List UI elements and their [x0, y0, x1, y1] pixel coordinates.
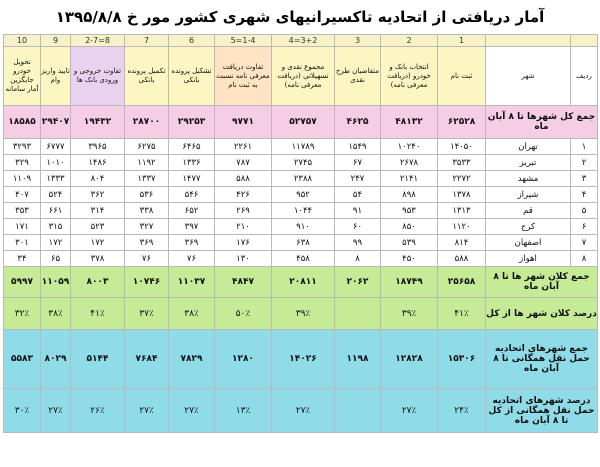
- table-cell: ۷۶: [169, 251, 215, 267]
- metro-total-row: [4, 267, 598, 298]
- table-row: [4, 171, 598, 187]
- header-car-delivered: تحویل خودرو جایگزین آمار سامانه: [4, 47, 41, 106]
- table-cell: ۱۲۸۰: [215, 330, 272, 389]
- table-cell: ۲۸۷۰۰: [125, 106, 169, 139]
- column-number: [571, 35, 598, 47]
- table-cell: ۲۶۷۸: [381, 155, 438, 171]
- table-cell: ۱۸۵۸۵: [4, 106, 41, 139]
- table-cell: ۳۹٪: [381, 298, 438, 330]
- table-cell: ۲۰۶۲: [335, 267, 381, 298]
- header-row: [4, 47, 598, 106]
- total-row-label: جمع کل شهرها تا ۸ آبان ماه: [486, 106, 598, 139]
- row-index: ۷: [571, 235, 598, 251]
- table-cell: ۱۷۶: [215, 235, 272, 251]
- table-cell: ۲۰۸۱۱: [272, 267, 335, 298]
- column-number: 3+2=4: [272, 35, 335, 47]
- table-cell: ۱۴۰۲۶: [272, 330, 335, 389]
- table-cell: ۵۲۳: [71, 219, 125, 235]
- table-cell: ۳۹٪: [272, 298, 335, 330]
- column-number: [486, 35, 571, 47]
- table-cell: ۹۹: [335, 235, 381, 251]
- table-cell: ۸۰۰۳: [71, 267, 125, 298]
- table-cell: ۱۷۲: [41, 235, 71, 251]
- city-name: تبریز: [486, 155, 571, 171]
- table-cell: ۲۱۰: [215, 219, 272, 235]
- header-bank-io-difference: تفاوت خروجی و ورودی بانک ها: [71, 47, 125, 106]
- table-cell: ۶۷۷۷: [41, 139, 71, 155]
- metro-percent-label: درصد کلان شهر ها از کل: [486, 298, 598, 330]
- table-cell: ۱۱۰۹: [4, 171, 41, 187]
- table-cell: ۱۳۷۸: [438, 187, 486, 203]
- header-city: شهر: [486, 47, 571, 106]
- table-cell: ۳۶۲: [71, 187, 125, 203]
- table-cell: ۳۱۴: [71, 203, 125, 219]
- table-cell: ۱۳۳۷: [125, 171, 169, 187]
- table-cell: ۳۲۷: [125, 219, 169, 235]
- table-cell: ۲۹۲۵۳: [169, 106, 215, 139]
- union-percent-label: درصد شهرهای اتحادیه حمل نقل همگانی از کل تا ۸ آبان ماه: [486, 389, 598, 433]
- table-cell: ۵۵۸۳: [4, 330, 41, 389]
- table-cell: ۸۹۸: [381, 187, 438, 203]
- table-cell: ۱۱۷۸۹: [272, 139, 335, 155]
- table-cell: ۱۱۰۳۷: [169, 267, 215, 298]
- table-cell: ۳۷٪: [125, 298, 169, 330]
- table-cell: ۱۷۱: [4, 219, 41, 235]
- table-cell: ۶۴۶۵: [169, 139, 215, 155]
- table-row: [4, 187, 598, 203]
- union-total-row: [4, 330, 598, 389]
- header-radif: ردیف: [571, 47, 598, 106]
- table-cell: ۱۴۸۶: [71, 155, 125, 171]
- table-cell: ۴۸۱۳۲: [381, 106, 438, 139]
- table-cell: ۶۳۸: [272, 235, 335, 251]
- table-cell: ۲۲۶۱: [215, 139, 272, 155]
- row-index: ۶: [571, 219, 598, 235]
- row-index: ۱: [571, 139, 598, 155]
- table-cell: ۶۲۷۵: [125, 139, 169, 155]
- column-number: 3: [335, 35, 381, 47]
- column-number: 2: [381, 35, 438, 47]
- table-cell: ۸۵۰: [381, 219, 438, 235]
- row-index: ۳: [571, 171, 598, 187]
- column-number: 10: [4, 35, 41, 47]
- table-cell: ۱۳۳۶: [169, 155, 215, 171]
- column-number: 1: [438, 35, 486, 47]
- table-cell: ۳۰۱: [4, 235, 41, 251]
- table-cell: ۱۳۱۳: [438, 203, 486, 219]
- table-cell: ۲۵۶۵۸: [438, 267, 486, 298]
- table-cell: ۴۰۷: [4, 187, 41, 203]
- table-cell: ۳۲٪: [4, 298, 41, 330]
- table-cell: ۶۲۵۲۸: [438, 106, 486, 139]
- table-cell: ۷۶: [125, 251, 169, 267]
- column-number: 6: [169, 35, 215, 47]
- table-cell: ۶۰: [335, 219, 381, 235]
- table-cell: ۲۷٪: [381, 389, 438, 433]
- metro-total-label: جمع کلان شهر ها تا ۸ آبان ماه: [486, 267, 598, 298]
- table-cell: ۱۳۰: [215, 251, 272, 267]
- table-cell: ۳۱۵: [41, 219, 71, 235]
- table-cell: ۴۲۶: [215, 187, 272, 203]
- table-cell: ۵۰٪: [215, 298, 272, 330]
- table-cell: ۵۸۸: [215, 171, 272, 187]
- table-cell: ۱۷۲: [71, 235, 125, 251]
- table-cell: ۱۴۷۷: [169, 171, 215, 187]
- header-registration: ثبت نام: [438, 47, 486, 106]
- table-cell: ۱۰۴۴: [272, 203, 335, 219]
- table-cell: ۹۱۰: [272, 219, 335, 235]
- table-cell: ۴۱٪: [438, 298, 486, 330]
- table-cell: ۳۲۹: [4, 155, 41, 171]
- table-cell: ۵۳۹: [381, 235, 438, 251]
- table-cell: ۶۵: [41, 251, 71, 267]
- table-cell: ۸۰۴: [71, 171, 125, 187]
- table-cell: ۳۹۷: [169, 219, 215, 235]
- table-cell: ۱۰۲۴۰: [381, 139, 438, 155]
- city-name: تهران: [486, 139, 571, 155]
- table-cell: ۶۵۲: [169, 203, 215, 219]
- table-cell: ۱۱۲۰: [438, 219, 486, 235]
- union-percent-row: [4, 389, 598, 433]
- table-row: [4, 235, 598, 251]
- table-row: [4, 139, 598, 155]
- table-cell: ۲۳۸۸: [272, 171, 335, 187]
- column-number: 9: [41, 35, 71, 47]
- table-cell: ۸۱۴: [438, 235, 486, 251]
- table-cell: ۳۷۸: [71, 251, 125, 267]
- table-cell: ۷۸۲۹: [169, 330, 215, 389]
- table-cell: ۵۴۶: [169, 187, 215, 203]
- table-row: [4, 251, 598, 267]
- city-name: اهواز: [486, 251, 571, 267]
- table-cell: ۵۲۷۵۷: [272, 106, 335, 139]
- table-cell: ۱۳٪: [215, 389, 272, 433]
- table-cell: ۲۷٪: [272, 389, 335, 433]
- table-cell: ۴۵۰: [381, 251, 438, 267]
- table-cell: ۱۳۳۳: [41, 171, 71, 187]
- table-cell: ۲۷٪: [125, 389, 169, 433]
- city-name: قم: [486, 203, 571, 219]
- row-index: ۸: [571, 251, 598, 267]
- table-cell: ۹۵۳: [381, 203, 438, 219]
- table-cell: ۴۵۸: [272, 251, 335, 267]
- table-cell: ۶۷: [335, 155, 381, 171]
- table-cell: [335, 389, 381, 433]
- table-cell: ۸: [335, 251, 381, 267]
- table-cell: ۲۶۹: [215, 203, 272, 219]
- metro-percent-row: [4, 298, 598, 330]
- table-cell: ۲۱۴۱: [381, 171, 438, 187]
- header-cash-and-loan-total: مجموع نقدی و تسهیلاتی (دریافت معرفی نامه): [272, 47, 335, 106]
- table-cell: ۱۹۴۳۲: [71, 106, 125, 139]
- table-cell: ۷۶۸۴: [125, 330, 169, 389]
- table-cell: ۲۷۴۵: [272, 155, 335, 171]
- table-cell: ۱۴۰۵۰: [438, 139, 486, 155]
- table-cell: ۳۸٪: [41, 298, 71, 330]
- table-cell: ۵۴: [335, 187, 381, 203]
- table-cell: ۵۱۴۴: [71, 330, 125, 389]
- table-cell: ۹۷۷۱: [215, 106, 272, 139]
- header-bank-file-opened: تشکیل پرونده بانکی: [169, 47, 215, 106]
- table-cell: ۶۶۱: [41, 203, 71, 219]
- table-row: [4, 155, 598, 171]
- table-cell: ۲۷٪: [41, 389, 71, 433]
- table-row: [4, 203, 598, 219]
- table-cell: ۹۵۲: [272, 187, 335, 203]
- table-cell: ۵۸۸: [438, 251, 486, 267]
- column-number-row: [4, 35, 598, 47]
- row-index: ۵: [571, 203, 598, 219]
- city-name: مشهد: [486, 171, 571, 187]
- page-title: آمار دریافتی از اتحادیه تاکسیرانیهای شهری کشور مور خ ۱۳۹۵/۸/۸: [55, 8, 545, 26]
- header-referral-difference: تفاوت دریافت معرفی نامه نسبت به ثبت نام: [215, 47, 272, 106]
- table-cell: ۱۸۷۴۹: [381, 267, 438, 298]
- table-cell: ۸۰۲۹: [41, 330, 71, 389]
- table-cell: ۳۹۶۵: [71, 139, 125, 155]
- table-cell: ۲۷٪: [169, 389, 215, 433]
- column-number: 8=2-7: [71, 35, 125, 47]
- table-cell: ۲۴۷: [335, 171, 381, 187]
- row-index: ۲: [571, 155, 598, 171]
- table-cell: ۲۶٪: [71, 389, 125, 433]
- table-cell: ۴۸۴۷: [215, 267, 272, 298]
- table-cell: ۳۸٪: [169, 298, 215, 330]
- statistics-table: [3, 34, 598, 433]
- table-cell: ۲۹۴۰۷: [41, 106, 71, 139]
- table-cell: ۱۰۱۰: [41, 155, 71, 171]
- table-cell: ۵۳۶: [125, 187, 169, 203]
- header-bank-file-completed: تکمیل پرونده بانکی: [125, 47, 169, 106]
- table-cell: ۱۰۷۴۶: [125, 267, 169, 298]
- table-cell: [335, 298, 381, 330]
- header-bank-car-selection: انتخاب بانک و خودرو (دریافت معرفی نامه): [381, 47, 438, 106]
- table-cell: ۵۹۹۷: [4, 267, 41, 298]
- row-index: ۴: [571, 187, 598, 203]
- table-cell: ۳۴: [4, 251, 41, 267]
- table-cell: ۹۱: [335, 203, 381, 219]
- city-name: اصفهان: [486, 235, 571, 251]
- column-number: 7: [125, 35, 169, 47]
- table-cell: ۳۲۹۳: [4, 139, 41, 155]
- city-name: شیراز: [486, 187, 571, 203]
- total-row: [4, 106, 598, 139]
- table-cell: ۳۵۳: [4, 203, 41, 219]
- table-cell: ۳۳۸: [125, 203, 169, 219]
- table-cell: ۱۱۹۸: [335, 330, 381, 389]
- table-cell: ۳۰٪: [4, 389, 41, 433]
- table-cell: ۳۶۹: [125, 235, 169, 251]
- table-cell: ۱۱۰۵۹: [41, 267, 71, 298]
- table-cell: ۳۵۳۳: [438, 155, 486, 171]
- table-cell: ۱۵۴۹: [335, 139, 381, 155]
- table-cell: ۲۴٪: [438, 389, 486, 433]
- table-cell: ۱۵۳۰۶: [438, 330, 486, 389]
- table-cell: ۵۲۴: [41, 187, 71, 203]
- column-number: 1-4=5: [215, 35, 272, 47]
- table-cell: ۳۶۹: [169, 235, 215, 251]
- table-cell: ۱۱۹۲: [125, 155, 169, 171]
- header-cash-applicants: متقاضیان طرح نقدی: [335, 47, 381, 106]
- table-cell: ۲۲۷۲: [438, 171, 486, 187]
- table-cell: ۴۶۲۵: [335, 106, 381, 139]
- table-cell: ۱۲۸۲۸: [381, 330, 438, 389]
- table-row: [4, 219, 598, 235]
- header-loan-deposit-confirmed: تایید واریز وام: [41, 47, 71, 106]
- union-total-label: جمع شهرهای اتحادیه حمل نقل همگانی تا ۸ آبان ماه: [486, 330, 598, 389]
- city-name: کرج: [486, 219, 571, 235]
- table-cell: ۷۸۷: [215, 155, 272, 171]
- table-cell: ۴۱٪: [71, 298, 125, 330]
